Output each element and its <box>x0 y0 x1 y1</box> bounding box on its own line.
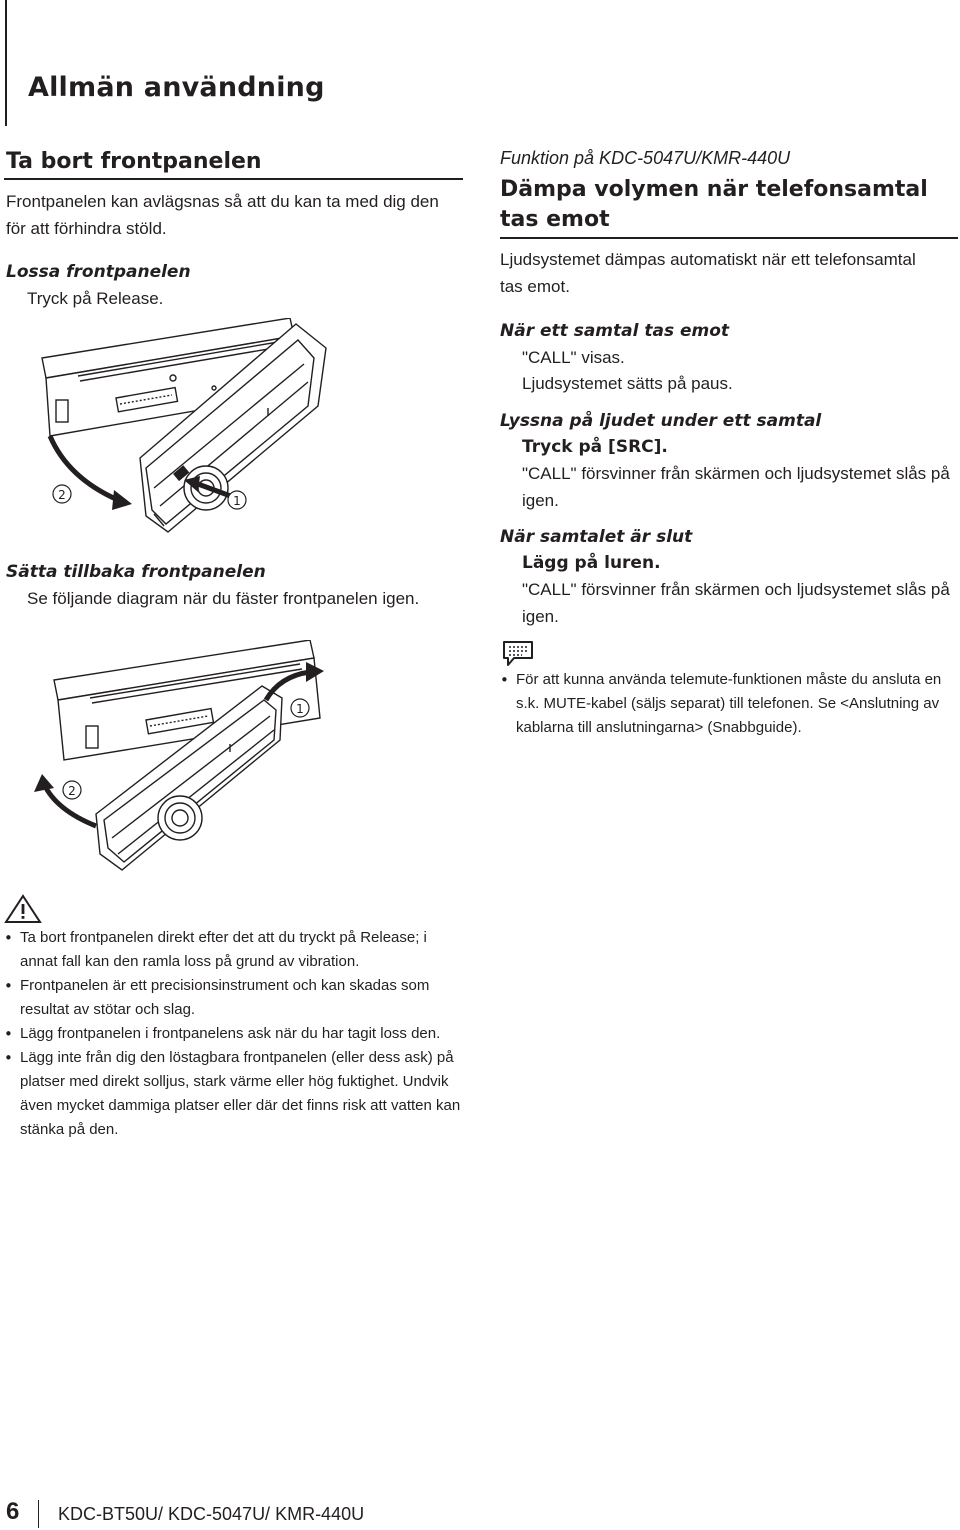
listen-result: "CALL" försvinner från skärmen och ljudsystemet slås på igen. <box>522 464 950 510</box>
note-list <box>500 668 955 740</box>
caution-item: • Ta bort frontpanelen direkt efter det att du tryckt på Release; i annat fall kan den ramla loss på grund av vibration. <box>4 929 427 970</box>
detach-step: Tryck på Release. <box>27 289 164 308</box>
header-rule <box>5 0 7 126</box>
detach-heading: Lossa frontpanelen <box>6 262 191 282</box>
note-item: • För att kunna använda telemute-funktionen måste du ansluta en s.k. MUTE-kabel (säljs separat) till telefonen. Se <Anslutning av kablarna till anslutningarna> (Snabbguide). <box>500 671 942 736</box>
caution-triangle-icon <box>4 894 42 924</box>
marker-2-detach: 2 <box>58 488 66 502</box>
telephone-mute-intro: Ljudsystemet dämpas automatiskt när ett telefonsamtal tas emot. <box>500 250 916 296</box>
caution-item: • Lägg frontpanelen i frontpanelens ask när du har tagit loss den. <box>4 1025 441 1043</box>
function-label: Funktion på KDC-5047U/KMR-440U <box>500 148 791 168</box>
caution-item: • Lägg inte från dig den löstagbara frontpanelen (eller dess ask) på platser med direkt solljus, stark värme eller hög fuktighet. Undvik även mycket dammiga platser eller där det finns risk att vatten kan stänka på den. <box>4 1049 461 1138</box>
listen-heading: Lyssna på ljudet under ett samtal <box>500 411 822 431</box>
remove-panel-intro: Frontpanelen kan avlägsnas så att du kan ta med dig den för att förhindra stöld. <box>6 192 439 238</box>
section-rule-right <box>500 237 958 239</box>
note-icon <box>500 638 536 668</box>
marker-2-attach: 2 <box>68 784 76 798</box>
detach-illustration <box>28 318 338 538</box>
caution-item: • Frontpanelen är ett precisionsinstrument och kan skadas som resultat av stötar och slag. <box>4 977 430 1018</box>
call-received-line-1: "CALL" visas. <box>522 348 625 367</box>
caution-list <box>4 926 464 1142</box>
call-received-heading: När ett samtal tas emot <box>500 321 730 341</box>
attach-illustration <box>30 640 350 880</box>
call-end-heading: När samtalet är slut <box>500 527 693 547</box>
call-received-line-2: Ljudsystemet sätts på paus. <box>522 374 733 393</box>
footer-separator <box>38 1500 39 1528</box>
listen-step: Tryck på [SRC]. <box>522 437 668 457</box>
marker-1-detach: 1 <box>233 494 241 508</box>
page-number: 6 <box>6 1498 20 1525</box>
call-end-step: Lägg på luren. <box>522 553 661 573</box>
call-end-result: "CALL" försvinner från skärmen och ljudsystemet slås på igen. <box>522 580 950 626</box>
marker-1-attach: 1 <box>296 702 304 716</box>
attach-step: Se följande diagram när du fäster frontpanelen igen. <box>27 589 420 608</box>
section-rule-left <box>4 178 463 180</box>
page-title: Allmän användning <box>28 72 325 103</box>
footer-model: KDC-BT50U/ KDC-5047U/ KMR-440U <box>58 1504 365 1524</box>
section-title-remove-panel: Ta bort frontpanelen <box>6 149 262 174</box>
section-title-telephone-mute: Dämpa volymen när telefonsamtal tas emot <box>500 177 928 232</box>
attach-heading: Sätta tillbaka frontpanelen <box>6 562 266 582</box>
